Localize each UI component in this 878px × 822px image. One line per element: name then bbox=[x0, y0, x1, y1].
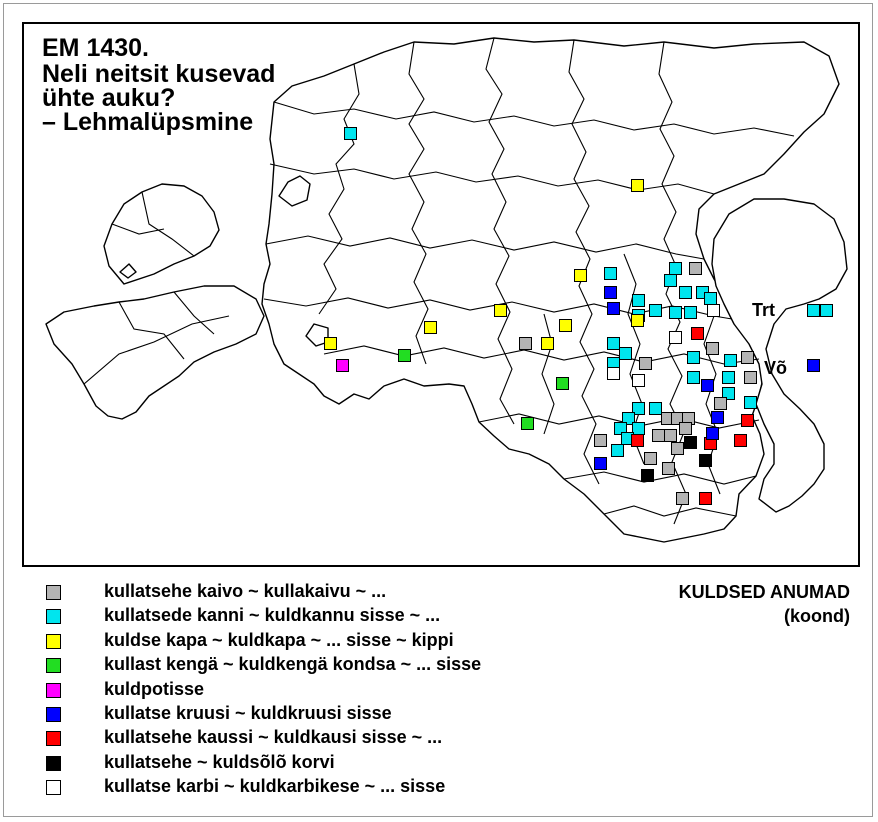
map-marker-blue bbox=[706, 427, 719, 440]
map-marker-cyan bbox=[611, 444, 624, 457]
map-marker-gray bbox=[741, 351, 754, 364]
map-marker-cyan bbox=[687, 371, 700, 384]
map-marker-red bbox=[741, 414, 754, 427]
map-marker-black bbox=[684, 436, 697, 449]
map-marker-gray bbox=[594, 434, 607, 447]
map-marker-yellow bbox=[574, 269, 587, 282]
map-marker-gray bbox=[679, 422, 692, 435]
map-marker-white bbox=[707, 304, 720, 317]
map-marker-gray bbox=[689, 262, 702, 275]
map-title-line-3: ühte auku? bbox=[42, 84, 176, 112]
map-marker-blue bbox=[711, 411, 724, 424]
map-marker-yellow bbox=[559, 319, 572, 332]
map-marker-cyan bbox=[632, 294, 645, 307]
legend-swatch-black bbox=[46, 756, 61, 771]
legend-label: kullatse karbi ~ kuldkarbikese ~ ... sisse bbox=[104, 776, 446, 797]
map-marker-red bbox=[691, 327, 704, 340]
map-marker-cyan bbox=[684, 306, 697, 319]
legend-label: kuldpotisse bbox=[104, 678, 205, 699]
map-marker-blue bbox=[807, 359, 820, 372]
map-marker-cyan bbox=[722, 371, 735, 384]
map-marker-gray bbox=[706, 342, 719, 355]
legend-label: kullatsehe kaivo ~ kullakaivu ~ ... bbox=[104, 581, 387, 601]
map-marker-red bbox=[631, 434, 644, 447]
map-marker-gray bbox=[671, 442, 684, 455]
map-title-line-2: Neli neitsit kusevad bbox=[42, 60, 276, 88]
town-label-trt: Trt bbox=[752, 300, 776, 320]
map-marker-gray bbox=[664, 429, 677, 442]
legend-swatch-magenta bbox=[46, 683, 61, 698]
map-marker-cyan bbox=[619, 347, 632, 360]
map-marker-green bbox=[521, 417, 534, 430]
map-marker-yellow bbox=[631, 314, 644, 327]
map-marker-yellow bbox=[324, 337, 337, 350]
map-marker-black bbox=[641, 469, 654, 482]
map-marker-black bbox=[699, 454, 712, 467]
legend-swatch-green bbox=[46, 658, 61, 673]
map-marker-gray bbox=[639, 357, 652, 370]
map-marker-cyan bbox=[807, 304, 820, 317]
map-marker-cyan bbox=[669, 306, 682, 319]
legend-label: kullatsede kanni ~ kuldkannu sisse ~ ... bbox=[104, 605, 441, 626]
legend-swatch-white bbox=[46, 780, 61, 795]
map-marker-cyan bbox=[744, 396, 757, 409]
legend-label: kullatsehe ~ kuldsõlõ korvi bbox=[104, 751, 335, 772]
map-marker-gray bbox=[644, 452, 657, 465]
map-marker-green bbox=[556, 377, 569, 390]
map-marker-red bbox=[699, 492, 712, 505]
legend-label: kuldse kapa ~ kuldkapa ~ ... sisse ~ kippi bbox=[104, 629, 454, 650]
map-marker-blue bbox=[701, 379, 714, 392]
legend-swatch-cyan bbox=[46, 609, 61, 624]
map-marker-magenta bbox=[336, 359, 349, 372]
map-marker-blue bbox=[607, 302, 620, 315]
summary-subtitle: (koond) bbox=[784, 606, 850, 626]
map-marker-green bbox=[398, 349, 411, 362]
map-marker-cyan bbox=[604, 267, 617, 280]
legend-label: kullatsehe kaussi ~ kuldkausi sisse ~ ... bbox=[104, 727, 443, 748]
summary-title: KULDSED ANUMAD bbox=[678, 582, 850, 602]
legend-swatch-blue bbox=[46, 707, 61, 722]
legend-swatch-red bbox=[46, 731, 61, 746]
legend-label: kullast kengä ~ kuldkengä kondsa ~ ... sisse bbox=[104, 654, 482, 675]
summary-box bbox=[679, 580, 850, 628]
map-title-line-1: EM 1430. bbox=[42, 34, 150, 62]
map-marker-white bbox=[669, 331, 682, 344]
map-marker-cyan bbox=[649, 304, 662, 317]
map-marker-yellow bbox=[541, 337, 554, 350]
map-marker-gray bbox=[662, 462, 675, 475]
legend-swatch-yellow bbox=[46, 634, 61, 649]
map-marker-cyan bbox=[679, 286, 692, 299]
large-island bbox=[46, 286, 264, 419]
map-marker-cyan bbox=[664, 274, 677, 287]
legend-label: kullatse kruusi ~ kuldkruusi sisse bbox=[104, 703, 392, 723]
map-marker-yellow bbox=[424, 321, 437, 334]
map-marker-white bbox=[632, 374, 645, 387]
map-marker-gray bbox=[744, 371, 757, 384]
legend-swatch-gray bbox=[46, 585, 61, 600]
map-marker-white bbox=[607, 367, 620, 380]
map-panel bbox=[22, 22, 860, 567]
town-label-vo: Võ bbox=[764, 358, 788, 378]
map-marker-cyan bbox=[820, 304, 833, 317]
map-marker-gray bbox=[714, 397, 727, 410]
map-marker-yellow bbox=[631, 179, 644, 192]
map-marker-cyan bbox=[687, 351, 700, 364]
map-marker-yellow bbox=[494, 304, 507, 317]
map-marker-cyan bbox=[344, 127, 357, 140]
map-title-line-4: – Lehmalüpsmine bbox=[42, 108, 254, 136]
map-marker-red bbox=[734, 434, 747, 447]
map-marker-blue bbox=[594, 457, 607, 470]
upper-island bbox=[104, 184, 219, 284]
map-marker-gray bbox=[519, 337, 532, 350]
map-marker-gray bbox=[676, 492, 689, 505]
map-marker-blue bbox=[604, 286, 617, 299]
map-marker-cyan bbox=[724, 354, 737, 367]
